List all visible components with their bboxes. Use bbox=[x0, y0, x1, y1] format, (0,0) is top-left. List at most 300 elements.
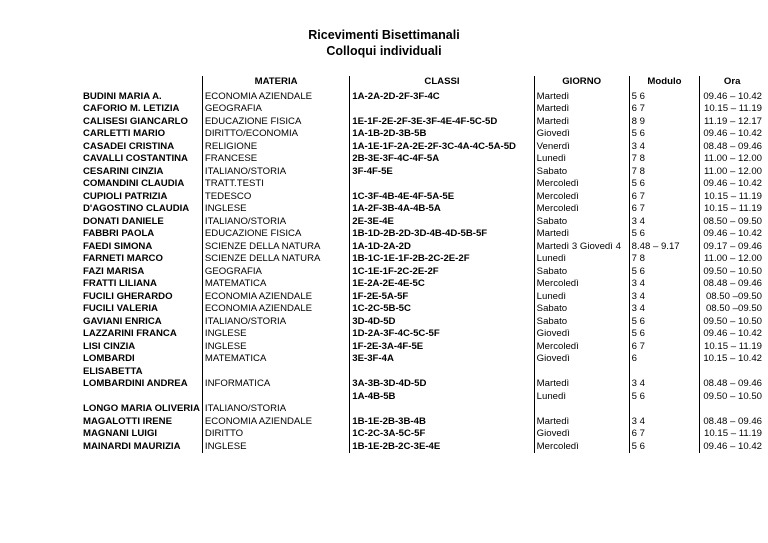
classes-cell bbox=[350, 266, 534, 279]
table-header-row bbox=[83, 76, 768, 91]
teacher-name: GAVIANI ENRICA bbox=[83, 315, 162, 327]
subject-cell bbox=[202, 203, 349, 216]
time: 11.00 – 12.00 bbox=[704, 253, 762, 264]
teacher-name: FARNETI MARCO bbox=[83, 253, 163, 264]
day-cell bbox=[534, 416, 629, 429]
subject: TEDESCO bbox=[204, 190, 252, 202]
teacher-name: CARLETTI MARIO bbox=[83, 128, 166, 139]
header-ora: Ora bbox=[700, 76, 768, 91]
time-cell bbox=[700, 341, 768, 354]
day: Mercoledì bbox=[536, 178, 579, 189]
teacher-name-cell bbox=[83, 191, 202, 204]
day-cell bbox=[534, 228, 629, 241]
day: Mercoledì bbox=[536, 190, 579, 202]
classes: 1C-1E-1F-2C-2E-2F bbox=[352, 265, 439, 277]
subject-cell bbox=[202, 441, 349, 454]
classes: 2B-3E-3F-4C-4F-5A bbox=[352, 153, 440, 164]
teacher-name-cell bbox=[83, 266, 202, 279]
day-cell bbox=[534, 203, 629, 216]
day: Lunedì bbox=[536, 153, 567, 164]
day: Giovedì bbox=[536, 428, 570, 439]
module: 6 7 bbox=[631, 428, 645, 439]
day-cell bbox=[534, 103, 629, 116]
module: 7 8 bbox=[631, 165, 645, 177]
day-cell bbox=[534, 291, 629, 304]
module-cell bbox=[629, 316, 700, 329]
module-cell bbox=[629, 266, 700, 279]
day-cell bbox=[534, 241, 629, 254]
table-row bbox=[83, 441, 768, 454]
teacher-name-cell bbox=[83, 353, 202, 378]
subject-cell bbox=[202, 303, 349, 316]
time: 10.15 – 11.19 bbox=[704, 340, 762, 352]
subject-cell bbox=[202, 178, 349, 191]
day-cell bbox=[534, 166, 629, 179]
classes: 1C-2C-5B-5C bbox=[352, 303, 411, 314]
time-cell bbox=[700, 428, 768, 441]
day: Sabato bbox=[536, 215, 568, 227]
module: 3 4 bbox=[631, 290, 645, 302]
time-cell bbox=[700, 241, 768, 254]
day: Lunedì bbox=[536, 253, 567, 264]
time: 09.46 – 10.42 bbox=[703, 178, 762, 189]
day: Martedì bbox=[536, 415, 570, 427]
day: Mercoledì bbox=[536, 203, 579, 214]
subject: FRANCESE bbox=[204, 153, 258, 164]
module-cell bbox=[629, 216, 700, 229]
subject-cell bbox=[202, 253, 349, 266]
classes: 1D-2A-3F-4C-5C-5F bbox=[352, 328, 440, 339]
classes: 3F-4F-5E bbox=[352, 165, 393, 177]
classes-cell bbox=[350, 216, 534, 229]
time-cell bbox=[700, 416, 768, 429]
subject-cell bbox=[202, 378, 349, 403]
time-cell bbox=[700, 191, 768, 204]
module: 3 4 bbox=[631, 140, 645, 152]
time: 08.50 –09.50 bbox=[705, 290, 762, 302]
teacher-name-cell bbox=[83, 116, 202, 129]
module: 5 6 bbox=[631, 265, 645, 277]
time-cell bbox=[700, 316, 768, 329]
time-cell bbox=[700, 203, 768, 216]
time: 08.48 – 09.46 bbox=[703, 278, 762, 289]
teacher-name-cell bbox=[83, 416, 202, 429]
teacher-name: LONGO MARIA OLIVERIA bbox=[83, 403, 200, 414]
time-cell bbox=[700, 91, 768, 104]
module: 6 7 bbox=[631, 190, 645, 202]
time: 09.46 – 10.42 bbox=[703, 228, 762, 239]
subject-cell bbox=[202, 328, 349, 341]
day: Sabato bbox=[536, 265, 568, 277]
subject-cell bbox=[202, 228, 349, 241]
day: Martedì 3 Giovedì 4 bbox=[536, 240, 621, 252]
teacher-name-cell bbox=[83, 303, 202, 316]
teacher-name-cell bbox=[83, 328, 202, 341]
classes-line-2: 1A-4B-5B bbox=[352, 390, 396, 402]
time: 10.15 – 11.19 bbox=[704, 203, 762, 214]
module-cell bbox=[629, 428, 700, 441]
classes: 1A-1D-2A-2D bbox=[352, 240, 411, 252]
teacher-name-cell bbox=[83, 141, 202, 154]
classes: 1C-3F-4B-4E-4F-5A-5E bbox=[352, 190, 455, 202]
module: 5 6 bbox=[631, 128, 645, 139]
module-cell bbox=[629, 228, 700, 241]
module-cell bbox=[629, 303, 700, 316]
subject: MATEMATICA bbox=[204, 278, 267, 289]
module-cell bbox=[629, 241, 700, 254]
time-cell bbox=[700, 353, 768, 378]
day: Mercoledì bbox=[536, 278, 579, 289]
table-row bbox=[83, 103, 768, 116]
day-cell bbox=[534, 153, 629, 166]
teacher-name: MAGNANI LUIGI bbox=[83, 428, 158, 439]
subject-cell bbox=[202, 103, 349, 116]
module: 8 9 bbox=[631, 115, 645, 127]
subject: ECONOMIA AZIENDALE bbox=[204, 90, 313, 102]
day-cell bbox=[534, 341, 629, 354]
module-cell bbox=[629, 203, 700, 216]
subject-cell bbox=[202, 216, 349, 229]
classes-cell bbox=[350, 116, 534, 129]
subject-cell bbox=[202, 166, 349, 179]
subject: SCIENZE DELLA NATURA bbox=[204, 253, 321, 264]
day: Mercoledì bbox=[536, 340, 579, 352]
teacher-name-cell bbox=[83, 428, 202, 441]
teacher-name: MAGALOTTI IRENE bbox=[83, 415, 173, 427]
day: Sabato bbox=[536, 315, 568, 327]
module: 7 8 bbox=[631, 153, 645, 164]
classes-cell bbox=[350, 191, 534, 204]
subject-cell bbox=[202, 341, 349, 354]
module-cell bbox=[629, 116, 700, 129]
subject-cell bbox=[202, 353, 349, 378]
module-cell bbox=[629, 166, 700, 179]
module: 5 6 bbox=[631, 328, 645, 339]
classes-cell bbox=[350, 253, 534, 266]
table-row bbox=[83, 253, 768, 266]
time-cell bbox=[700, 116, 768, 129]
subject-cell bbox=[202, 266, 349, 279]
table-row bbox=[83, 216, 768, 229]
subject: EDUCAZIONE FISICA bbox=[204, 115, 302, 127]
time-cell bbox=[700, 103, 768, 116]
subject-cell bbox=[202, 428, 349, 441]
teacher-name: LOMBARDINI ANDREA bbox=[83, 378, 188, 389]
day-cell bbox=[534, 253, 629, 266]
subject: ITALIANO/STORIA bbox=[204, 403, 287, 414]
teacher-name: CESARINI CINZIA bbox=[83, 165, 164, 177]
teacher-name: FAEDI SIMONA bbox=[83, 240, 153, 252]
time-cell bbox=[700, 228, 768, 241]
teacher-name-cell bbox=[83, 341, 202, 354]
teacher-name: CAFORIO M. LETIZIA bbox=[83, 103, 180, 114]
module: 6 7 bbox=[631, 340, 645, 352]
time: 08.50 – 09.50 bbox=[703, 215, 762, 227]
time-cell bbox=[700, 178, 768, 191]
teacher-name-cell bbox=[83, 178, 202, 191]
day-cell bbox=[534, 378, 629, 403]
table-row bbox=[83, 278, 768, 291]
day-cell bbox=[534, 128, 629, 141]
teacher-name-line-2: ELISABETTA bbox=[83, 365, 143, 377]
teacher-name-cell bbox=[83, 316, 202, 329]
classes-cell bbox=[350, 128, 534, 141]
table-row bbox=[83, 341, 768, 354]
classes: 1A-2F-3B-4A-4B-5A bbox=[352, 203, 441, 214]
time-cell bbox=[700, 441, 768, 454]
subject: GEOGRAFIA bbox=[204, 103, 262, 114]
time-cell bbox=[700, 278, 768, 291]
subject-cell bbox=[202, 241, 349, 254]
classes-cell bbox=[350, 428, 534, 441]
time-cell bbox=[700, 216, 768, 229]
module-cell bbox=[629, 341, 700, 354]
classes: 1E-1F-2E-2F-3E-3F-4E-4F-5C-5D bbox=[352, 115, 498, 127]
module: 5 6 bbox=[631, 90, 645, 102]
subject: DIRITTO/ECONOMIA bbox=[204, 128, 299, 139]
subject: EDUCAZIONE FISICA bbox=[204, 228, 302, 239]
module-cell bbox=[629, 103, 700, 116]
time: 09.46 – 10.42 bbox=[703, 128, 762, 139]
teacher-name: MAINARDI MAURIZIA bbox=[83, 440, 181, 452]
classes-cell bbox=[350, 291, 534, 304]
classes-cell bbox=[350, 203, 534, 216]
module: 5 6 bbox=[631, 315, 645, 327]
module: 5 6 bbox=[631, 228, 645, 239]
time: 11.00 – 12.00 bbox=[704, 153, 762, 164]
page-subtitle: Colloqui individuali bbox=[326, 44, 442, 58]
day-cell bbox=[534, 216, 629, 229]
module: 3 4 bbox=[631, 378, 645, 389]
module-cell bbox=[629, 353, 700, 378]
day: Venerdì bbox=[536, 140, 570, 152]
teacher-name: LOMBARDI bbox=[83, 353, 135, 364]
time-cell bbox=[700, 128, 768, 141]
table-row bbox=[83, 91, 768, 104]
subject: GEOGRAFIA bbox=[204, 265, 262, 277]
time: 09.17 – 09.46 bbox=[703, 240, 762, 252]
module: 8.48 – 9.17 bbox=[631, 240, 680, 252]
table-row bbox=[83, 141, 768, 154]
classes-cell bbox=[350, 303, 534, 316]
teacher-name-cell bbox=[83, 91, 202, 104]
subject: INGLESE bbox=[204, 203, 247, 214]
teacher-name-cell bbox=[83, 241, 202, 254]
subject-cell bbox=[202, 403, 349, 416]
day: Sabato bbox=[536, 303, 568, 314]
day: Lunedì bbox=[536, 290, 567, 302]
module-cell bbox=[629, 141, 700, 154]
table-row bbox=[83, 228, 768, 241]
table-row bbox=[83, 241, 768, 254]
time: 10.15 – 11.19 bbox=[704, 190, 762, 202]
module-cell bbox=[629, 153, 700, 166]
teacher-name-cell bbox=[83, 441, 202, 454]
time-cell bbox=[700, 378, 768, 403]
module-cell bbox=[629, 191, 700, 204]
module-cell bbox=[629, 441, 700, 454]
subject: ECONOMIA AZIENDALE bbox=[204, 303, 313, 314]
teacher-name-cell bbox=[83, 253, 202, 266]
classes-cell bbox=[350, 441, 534, 454]
teacher-name: FUCILI GHERARDO bbox=[83, 290, 173, 302]
teacher-name: CALISESI GIANCARLO bbox=[83, 115, 189, 127]
teacher-name: DONATI DANIELE bbox=[83, 215, 164, 227]
subject: INFORMATICA bbox=[204, 378, 271, 389]
time: 08.48 – 09.46 bbox=[703, 140, 762, 152]
table-row bbox=[83, 353, 768, 378]
day: Martedì bbox=[536, 90, 570, 102]
table-row bbox=[83, 328, 768, 341]
teacher-name-cell bbox=[83, 291, 202, 304]
table-row bbox=[83, 428, 768, 441]
day-cell bbox=[534, 328, 629, 341]
teacher-name: CASADEI CRISTINA bbox=[83, 140, 175, 152]
header-modulo: Modulo bbox=[629, 76, 700, 91]
day-cell bbox=[534, 428, 629, 441]
day: Giovedì bbox=[536, 328, 570, 339]
classes-cell bbox=[350, 328, 534, 341]
header-classi: CLASSI bbox=[350, 76, 534, 91]
table-row bbox=[83, 128, 768, 141]
classes-cell bbox=[350, 416, 534, 429]
day: Martedì bbox=[536, 115, 570, 127]
classes-cell bbox=[350, 153, 534, 166]
module-cell bbox=[629, 178, 700, 191]
day-cell bbox=[534, 403, 629, 416]
day-cell bbox=[534, 116, 629, 129]
time: 11.19 – 12.17 bbox=[704, 115, 762, 127]
module-cell bbox=[629, 91, 700, 104]
classes-cell bbox=[350, 403, 534, 416]
module-cell bbox=[629, 328, 700, 341]
teacher-name: FRATTI LILIANA bbox=[83, 278, 157, 289]
module-cell bbox=[629, 403, 700, 416]
time-cell bbox=[700, 266, 768, 279]
classes-cell bbox=[350, 316, 534, 329]
header-materia: MATERIA bbox=[202, 76, 349, 91]
teacher-name: LISI CINZIA bbox=[83, 340, 136, 352]
subject: TRATT.TESTI bbox=[204, 178, 264, 189]
subject: INGLESE bbox=[204, 440, 247, 452]
time-cell bbox=[700, 403, 768, 416]
classes: 1B-1C-1E-1F-2B-2C-2E-2F bbox=[352, 253, 470, 264]
table-row bbox=[83, 178, 768, 191]
classes-cell bbox=[350, 166, 534, 179]
day-cell bbox=[534, 441, 629, 454]
table-row bbox=[83, 116, 768, 129]
teacher-name: FABBRI PAOLA bbox=[83, 228, 155, 239]
teacher-name-cell bbox=[83, 166, 202, 179]
day: Mercoledì bbox=[536, 440, 579, 452]
teacher-name-cell bbox=[83, 216, 202, 229]
subject-cell bbox=[202, 316, 349, 329]
time-cell bbox=[700, 141, 768, 154]
time-cell bbox=[700, 291, 768, 304]
classes: 1A-2A-2D-2F-3F-4C bbox=[352, 90, 440, 102]
teacher-name-cell bbox=[83, 228, 202, 241]
time: 09.46 – 10.42 bbox=[703, 328, 762, 339]
module: 6 bbox=[631, 353, 637, 364]
classes-cell bbox=[350, 141, 534, 154]
subject: ECONOMIA AZIENDALE bbox=[204, 290, 313, 302]
module-cell bbox=[629, 278, 700, 291]
classes: 1A-1B-2D-3B-5B bbox=[352, 128, 427, 139]
table-row bbox=[83, 266, 768, 279]
module: 5 6 bbox=[631, 178, 645, 189]
teacher-name: COMANDINI CLAUDIA bbox=[83, 178, 185, 189]
subject-cell bbox=[202, 191, 349, 204]
day-cell bbox=[534, 266, 629, 279]
time: 10.15 – 11.19 bbox=[704, 428, 762, 439]
time: 09.46 – 10.42 bbox=[703, 440, 762, 452]
subject: ITALIANO/STORIA bbox=[204, 315, 287, 327]
time: 08.50 –09.50 bbox=[705, 303, 762, 314]
classes: 1E-2A-2E-4E-5C bbox=[352, 278, 425, 289]
module-cell bbox=[629, 128, 700, 141]
time: 11.00 – 12.00 bbox=[704, 165, 762, 177]
classes-cell bbox=[350, 103, 534, 116]
module: 6 7 bbox=[631, 203, 645, 214]
table-row bbox=[83, 316, 768, 329]
table-row bbox=[83, 203, 768, 216]
subject-cell bbox=[202, 278, 349, 291]
classes-cell bbox=[350, 378, 534, 403]
classes: 2E-3E-4E bbox=[352, 215, 394, 227]
classes-cell bbox=[350, 91, 534, 104]
table-row bbox=[83, 403, 768, 416]
classes-cell bbox=[350, 341, 534, 354]
day-cell bbox=[534, 353, 629, 378]
time: 10.15 – 11.19 bbox=[704, 103, 762, 114]
subject: DIRITTO bbox=[204, 428, 244, 439]
schedule-table bbox=[83, 76, 768, 453]
classes: 3D-4D-5D bbox=[352, 315, 396, 327]
subject-cell bbox=[202, 91, 349, 104]
subject: ITALIANO/STORIA bbox=[204, 165, 287, 177]
teacher-name: BUDINI MARIA A. bbox=[83, 90, 162, 102]
module: 3 4 bbox=[631, 215, 645, 227]
teacher-name: FUCILI VALERIA bbox=[83, 303, 158, 314]
time: 09.46 – 10.42 bbox=[703, 90, 762, 102]
classes: 3A-3B-3D-4D-5D bbox=[352, 378, 427, 389]
day-cell bbox=[534, 178, 629, 191]
module-cell bbox=[629, 253, 700, 266]
teacher-name: LAZZARINI FRANCA bbox=[83, 328, 177, 339]
module: 3 4 bbox=[631, 415, 645, 427]
day-cell bbox=[534, 303, 629, 316]
module-line-2: 5 6 bbox=[631, 390, 645, 402]
module: 3 4 bbox=[631, 278, 645, 289]
module-cell bbox=[629, 378, 700, 403]
teacher-name: D'AGOSTINO CLAUDIA bbox=[83, 203, 190, 214]
classes-cell bbox=[350, 278, 534, 291]
teacher-name-cell bbox=[83, 278, 202, 291]
time: 09.50 – 10.50 bbox=[703, 315, 762, 327]
time-cell bbox=[700, 253, 768, 266]
table-row bbox=[83, 153, 768, 166]
day: Sabato bbox=[536, 165, 568, 177]
subject-cell bbox=[202, 116, 349, 129]
module: 6 7 bbox=[631, 103, 645, 114]
day: Giovedì bbox=[536, 128, 570, 139]
time: 10.15 – 10.42 bbox=[703, 353, 762, 364]
subject-cell bbox=[202, 416, 349, 429]
header-name bbox=[83, 76, 202, 91]
table-row bbox=[83, 303, 768, 316]
day-cell bbox=[534, 278, 629, 291]
classes-cell bbox=[350, 353, 534, 378]
